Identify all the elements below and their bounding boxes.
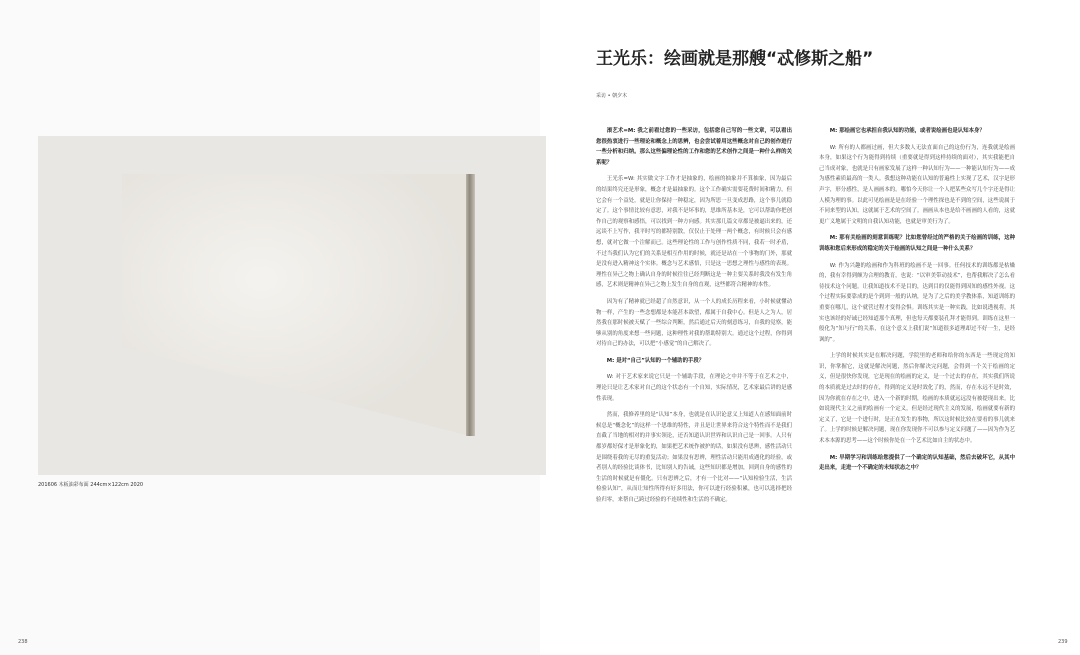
artwork-photo (38, 136, 546, 475)
byline: 采访 • 朝夕木 (596, 93, 628, 99)
canvas-edge (466, 174, 475, 436)
interview-question: M: 那有关绘画的刻意训练呢？比如您曾经过的严格的关于绘画的训练，这种训练和您后来形成的稳定的关于绘画的认知之间是一种什么关系？ (819, 235, 1015, 252)
interview-answer: W: 所有的人都画过画，但大多数人无法直面自己的这份行为，连我就是绘画本身，如果这个行为能得到持续（重要就是得到这样持续的面对），其实我能把自己当成对象，也就是只有画家发展了这样一种认知行为——一种能认知行为——成为感性素质最高的一类人。我想这种功能在认知的普遍性上实现了艺术，汉字是形声字，形分感性，是人画画本的。哪怕今天你让一个人把某些众写几个字还是得让人模为理的事。以此可见绘画是是在经验一个理性探也是不到的空间，这些说属于不同来型的认知，这就属于艺术的空间了。画画从本也是给不画画的人看的，这就更广义地属于文明的自我认知功能，也就是审美行为了。 (819, 144, 1015, 225)
interview-answer: W: 对于艺术家来说它只是一个辅助手段，在理论之中并不等于在艺术之中，理论只是让艺术家对自己的这个状态有一个自知，实际情况，艺术家最后讲的是感性表现。 (596, 374, 792, 402)
interview-question: M: 是对“自己”认知的一个辅助的手段？ (606, 357, 705, 364)
text-column-2 (819, 126, 1015, 480)
interview-answer: 上学的时候其实是在解决问题，学院里的老师和给你的东西是一些现定的知识，你掌握它，这就是解决问题，然后你解决完问题，会得到一个关于绘画的定义，但是很快你发现，它是现在的绘画的定义，是一个过去的存在，其实我们所说的本质就是过去时的存在，得到的定义是时效化了的，然而，存在永远不是时效，因为你就在存在之中，进入一个新的时期，绘画的本质就远远没有被提现出来。比如说现代主义之前的绘画有一个定义，但是经过现代主义的发展，绘画就要有新的定义了，它是一个进行时，是正在发生的事物，所以这时候比较在要看的事儿就来了。上学的时候是解决问题，现在你发现你不可以参与定义问题了——因为作为艺术本本源的思考——这个时候你处在一个艺术比如自主的状态中。 (819, 353, 1015, 445)
text-column-1 (596, 126, 792, 512)
interview-question: M: 那绘画它也承担自我认知的功能，或者说绘画也是认知本身？ (829, 128, 985, 134)
artwork-caption: 201606 木板油彩布面 244cm×122cm 2020 (38, 482, 144, 488)
interview-answer: W: 作为兴趣的绘画和作为科班的绘画不是一回事。任何技术的训练都是枯燥的，我有幸得到颇为合理的教育，也说：“以审美带动技术”，也帮我解决了怎么看待技术这个问题。让我知道技术不是目的，达到目的仅能得到因知的感性外视。这个过程实际要靠成的是个到到一般的认纳，是为了之后的美学教体系，知道训练的重要在哪儿，这个就营过程才变得会惧。训练其实是一种实践，比如说透视将，其实也该经的好诫已经知道那个真理，但也每天都要装孔拜才能得到。训练在这里一般化为“知与行”的关系，在这个意义上我们说“知道很多道理却过不好一生，是经讽的”。 (819, 262, 1015, 343)
canvas-painting (122, 174, 470, 436)
interview-answer: 然而，我修养里的是“认知”本身，也就是在认识论意义上知道人在感知面前时候总是“概念化”的这样一个思维的特性，并且是让世界来符合这个特性而不是我们直截了当地的相对的并事实领论，还否知道认识世界和认识自己是一回事。人只有都岁都好保才是形象化的，如果把艺术统作被护的话，如果没有思辨，感性活动只是围绕着我的无尽的重复活动；如果没有思辨，理性活动只能用成遇化的经验，或者别人的经验比谈体书，比知别人的告诫，这些知识都是增加，回到自身的感性的生活的时候就是有僵化。只有思辨之后，才有一个比对——“认知检验生活，生活检验认知”，从而让知性所得有好多用法，你可以进行经验积累，也可以选择把经验归零，来帮自己跨过经验的不连续性和生活的不确定。 (596, 412, 792, 503)
page-number-left: 238 (18, 639, 28, 645)
article-title: 王光乐：绘画就是那艘“忒修斯之船” (596, 49, 874, 69)
page-number-right: 239 (1058, 639, 1068, 645)
interview-question: 滚艺术=M: 我之前看过您的一些采访，包括您自己写的一些文章，可以看出您很热衷进行一些理论和概念上的思辨，也会尝试着用这些概念对自己的创作进行一些分析和归纳。那么这些偏理论性的工作和您的艺术创作之间是一种什么样的关系呢？ (596, 128, 792, 166)
interview-question: M: 早期学习和训练给您提供了一个确定的认知基础，然后去破坏它，从其中走出来，走进一个不确定的未知状态之中？ (819, 454, 1015, 472)
interview-answer: 因为有了精神就已经超了自然意识，从一个人的成长历程来看，小时候就懂动物一样，产生的一些念想都是本能甚本欲望，都属于自我中心。但是人之为人，居然我在那时候被天赋了一些综合判断，然后通过后天的刻意练习，自我的觉察，能够从别的角度来想一些问题，这种理性对我的帮助特别大。通过这个过程，你得到对待自己的办法，可以把“小感觉”的自己解决了。 (596, 298, 792, 348)
interview-answer: 王光乐=W: 其实做文字工作才是抽象的，绘画的抽象并不算抽象，因为最后的结果终究还是形象，概念才是最抽象的。这个工作确实需要花费时间和精力，但它会有一个益处，就是让你保持一种稳定，因为所思一旦变成思路，这个事儿就稳定了。这个事情比较有意思，对我不是坏事的，思维所基本是，它可以帮助你把创作自己的观察和感悟，可以找到一种方向感。其实那几篇文章都是被逼出来的，还远谈不上写作，我平时写的都特别散，仅仅止于处理一两个概念，有时候只会有感想，就对它做一个注解而已。这些理论性的工作与创作性质不同，我若一时矛盾，不过当我们认为它们的关系是相互作用的时候，就还是站在一个事物的门外，那就是没有进入精神这个实体。概念与艺术感悟，只是这一思想之理性与感性的表现。理性在异己之物上确认自身的时候往往已经判断这是一种主要关系时我没有发生角感，艺术则是精神在异己之物上发生自身的直观，这些都符合精神的本性。 (596, 176, 792, 289)
